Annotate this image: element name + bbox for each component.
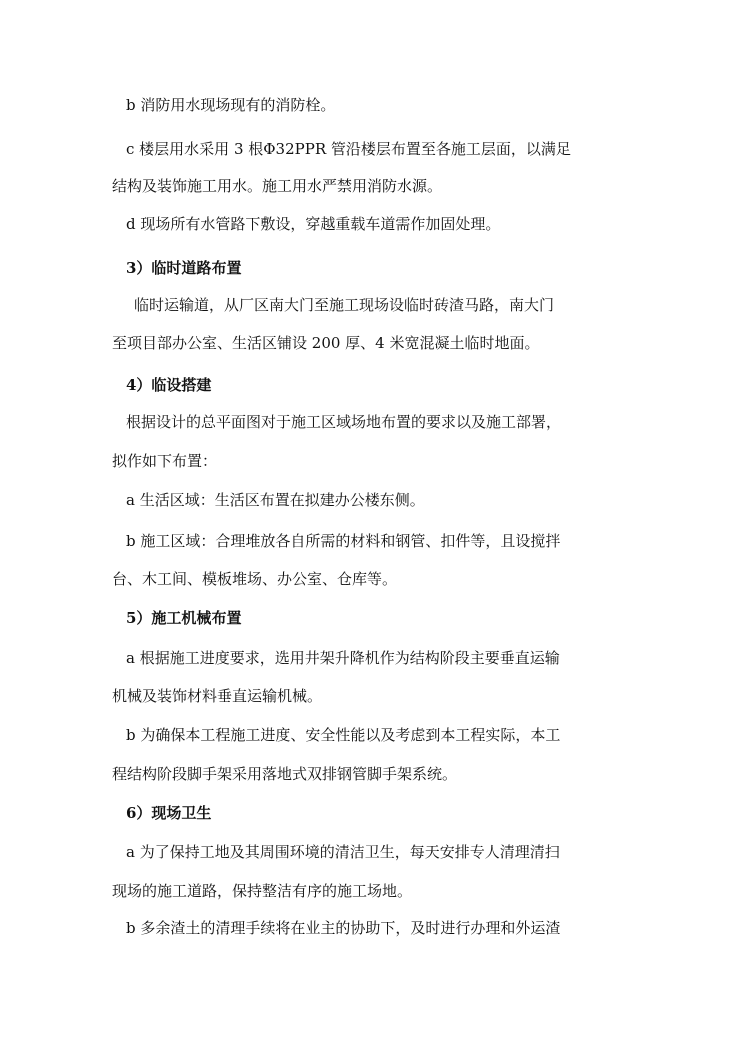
section-heading: 3）临时道路布置 bbox=[126, 259, 242, 277]
section-heading: 5）施工机械布置 bbox=[126, 609, 242, 627]
paragraph-line: a 根据施工进度要求，选用井架升降机作为结构阶段主要垂直运输 bbox=[126, 649, 560, 667]
paragraph-line: 至项目部办公室、生活区铺设 200 厚、4 米宽混凝土临时地面。 bbox=[112, 334, 540, 352]
paragraph-line: b 施工区域：合理堆放各自所需的材料和钢管、扣件等，且设搅拌 bbox=[126, 532, 561, 550]
paragraph-line: d 现场所有水管路下敷设，穿越重载车道需作加固处理。 bbox=[126, 215, 501, 233]
paragraph-line: a 生活区域：生活区布置在拟建办公楼东侧。 bbox=[126, 491, 425, 509]
paragraph-line: 临时运输道，从厂区南大门至施工现场设临时砖渣马路，南大门 bbox=[134, 296, 555, 314]
paragraph-line: 机械及装饰材料垂直运输机械。 bbox=[112, 687, 323, 705]
paragraph-line: 台、木工间、模板堆场、办公室、仓库等。 bbox=[112, 570, 398, 588]
paragraph-line: a 为了保持工地及其周围环境的清洁卫生，每天安排专人清理清扫 bbox=[126, 843, 560, 861]
paragraph-line: 结构及装饰施工用水。施工用水严禁用消防水源。 bbox=[112, 177, 443, 195]
section-heading: 4）临设搭建 bbox=[126, 376, 212, 394]
paragraph-line: b 多余渣土的清理手续将在业主的协助下，及时进行办理和外运渣 bbox=[126, 919, 561, 937]
paragraph-line: b 消防用水现场现有的消防栓。 bbox=[126, 96, 336, 114]
paragraph-line: 根据设计的总平面图对于施工区域场地布置的要求以及施工部署， bbox=[126, 413, 562, 431]
section-heading: 6）现场卫生 bbox=[126, 804, 212, 822]
paragraph-line: 程结构阶段脚手架采用落地式双排钢管脚手架系统。 bbox=[112, 765, 458, 783]
paragraph-line: c 楼层用水采用 3 根Φ32PPR 管沿楼层布置至各施工层面，以满足 bbox=[126, 140, 571, 158]
paragraph-line: b 为确保本工程施工进度、安全性能以及考虑到本工程实际，本工 bbox=[126, 726, 561, 744]
paragraph-line: 拟作如下布置： bbox=[112, 452, 218, 470]
paragraph-line: 现场的施工道路，保持整洁有序的施工场地。 bbox=[112, 882, 413, 900]
